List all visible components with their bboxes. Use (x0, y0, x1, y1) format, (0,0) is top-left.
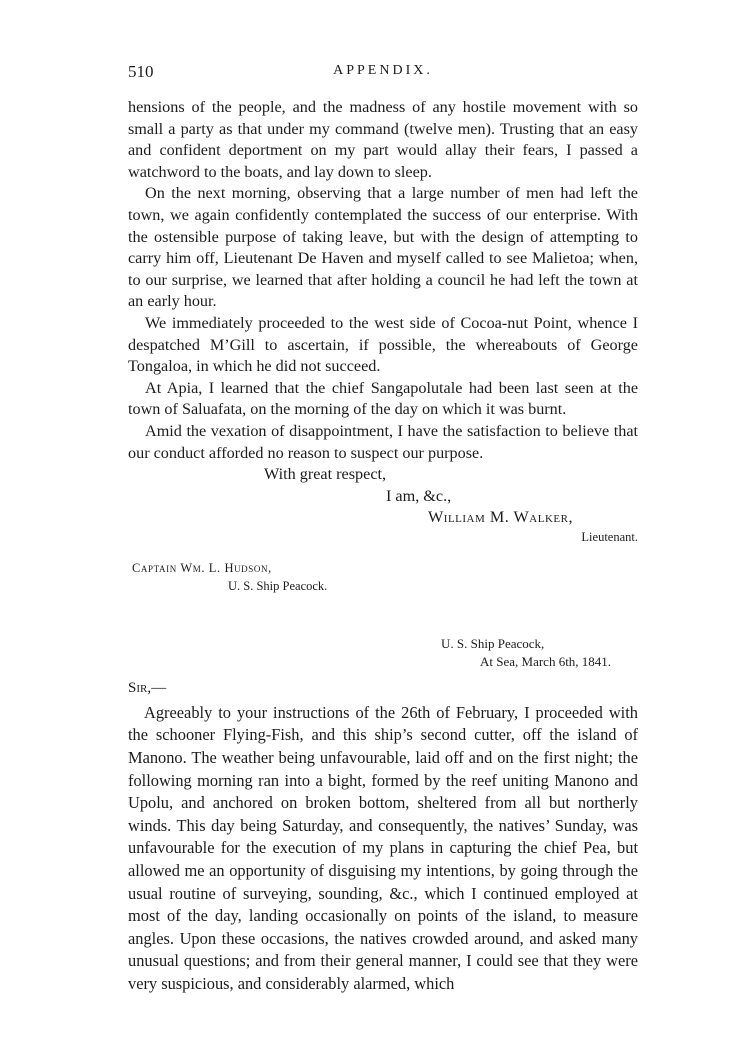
letter1-paragraph-3: We immediately proceeded to the west side of Cocoa-nut Point, whence I despatched M’Gill to ascertain, if possible, the whereabouts of George Tongaloa, in which he did not succeed. (128, 313, 638, 376)
closing-line-2: I am, &c., (386, 486, 452, 505)
addressee-ship: U. S. Ship Peacock. (228, 578, 328, 593)
signature-rank: Lieutenant. (581, 529, 638, 544)
letter1-paragraph-2: On the next morning, observing that a large number of men had left the town, we again confidently contemplated the success of our enterprise. With the ostensible purpose of taking leave, but with the design of attempting to carry him off, Lieutenant De Haven and myself called to see Malietoa; when, to our surprise, we learned that after holding a council he had left the town at an early hour. (128, 184, 638, 311)
page-number: 510 (128, 62, 154, 81)
letter1-paragraph-4: At Apia, I learned that the chief Sangapolutale had been last seen at the town of Saluafata, on the morning of the day on which it was burnt. (128, 378, 638, 419)
dateline-ship: U. S. Ship Peacock, (441, 635, 545, 651)
addressee-name: Captain Wm. L. Hudson, (132, 560, 272, 575)
signature: William M. Walker, (428, 508, 573, 527)
closing-line-1: With great respect, (264, 465, 387, 484)
page-header (128, 62, 638, 84)
addressee-block (128, 559, 638, 595)
letter2-dateline (128, 635, 638, 671)
letter1-paragraph-1: hensions of the people, and the madness of any hostile movement with so small a party as that under my command (twelve men). Trusting that an easy and confident deportment on my part would allay their fears, I passed a watchword to the boats, and lay down to sleep. (128, 98, 638, 181)
running-head: APPENDIX. (333, 63, 433, 78)
letter2-paragraph-1: Agreeably to your instructions of the 26th of February, I proceeded with the schooner Flying-Fish, and this ship’s second cutter, off the island of Manono. The weather being unfavourable, laid off and on the first night; the following morning ran into a bight, formed by the reef uniting Manono and Upolu, and anchored on broken bottom, sheltered from all but northerly winds. This day being Saturday, and consequently, the natives’ Sunday, was unfavourable for the execution of my plans in capturing the chief Pea, but allowed me an opportunity of disguising my intentions, by going through the usual routine of surveying, sounding, &c., which I continued employed at most of the day, landing occasionally on points of the island, to measure angles. Upon these occasions, the natives crowded around, and asked many unusual questions; and from their general manner, I could see that they were very suspicious, and considerably alarmed, which (128, 702, 638, 993)
dateline-date: At Sea, March 6th, 1841. (480, 653, 612, 669)
salutation: Sir,— (128, 679, 167, 696)
letter1-paragraph-5: Amid the vexation of disappointment, I have the satisfaction to believe that our conduct afforded no reason to suspect our purpose. (128, 421, 638, 462)
page-body (128, 97, 638, 996)
letter2-body (128, 702, 638, 996)
